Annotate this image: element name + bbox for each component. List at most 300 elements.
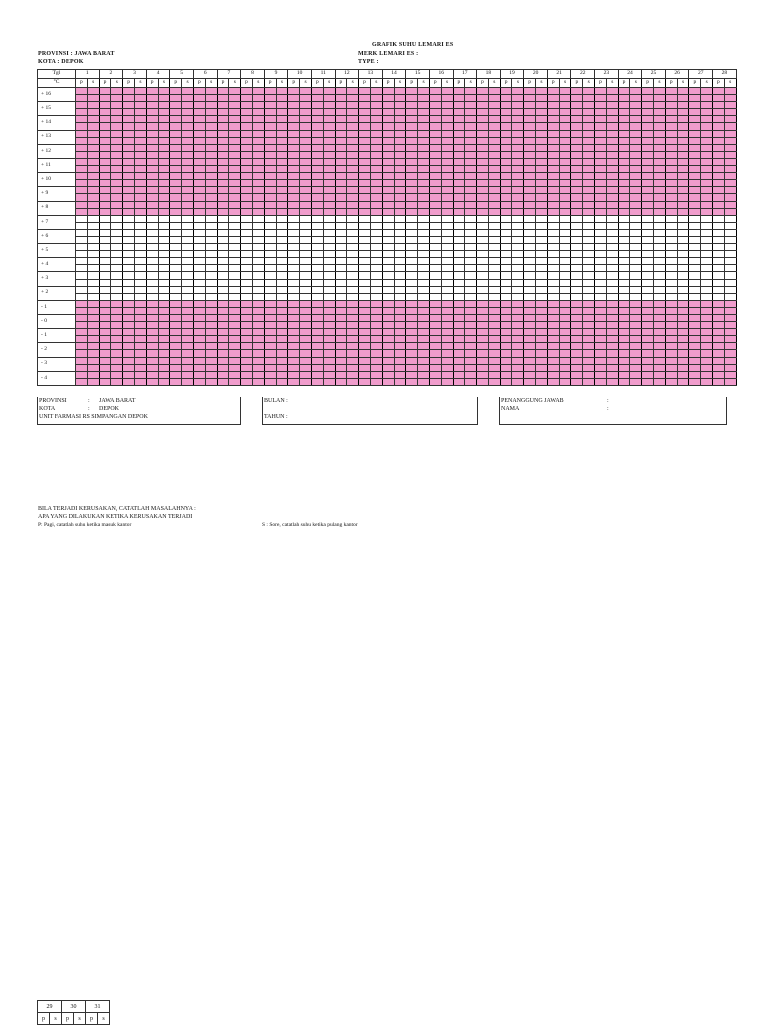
temperature-cell[interactable] — [134, 130, 146, 137]
temperature-cell[interactable] — [76, 158, 88, 165]
temperature-cell[interactable] — [724, 293, 736, 300]
temperature-cell[interactable] — [642, 236, 654, 243]
temperature-cell[interactable] — [630, 307, 642, 314]
temperature-cell[interactable] — [536, 336, 548, 343]
temperature-cell[interactable] — [252, 364, 264, 371]
temperature-cell[interactable] — [323, 336, 335, 343]
temperature-cell[interactable] — [571, 123, 583, 130]
temperature-cell[interactable] — [288, 102, 300, 109]
temperature-cell[interactable] — [595, 265, 607, 272]
temperature-cell[interactable] — [87, 307, 99, 314]
temperature-cell[interactable] — [123, 244, 135, 251]
temperature-cell[interactable] — [134, 158, 146, 165]
temperature-cell[interactable] — [642, 265, 654, 272]
temperature-cell[interactable] — [512, 158, 524, 165]
temperature-cell[interactable] — [429, 130, 441, 137]
temperature-cell[interactable] — [394, 102, 406, 109]
temperature-cell[interactable] — [689, 102, 701, 109]
temperature-cell[interactable] — [170, 322, 182, 329]
temperature-cell[interactable] — [241, 123, 253, 130]
temperature-cell[interactable] — [217, 244, 229, 251]
temperature-cell[interactable] — [453, 130, 465, 137]
temperature-cell[interactable] — [630, 343, 642, 350]
temperature-cell[interactable] — [418, 201, 430, 208]
temperature-cell[interactable] — [87, 137, 99, 144]
temperature-cell[interactable] — [583, 279, 595, 286]
temperature-cell[interactable] — [595, 102, 607, 109]
temperature-cell[interactable] — [689, 286, 701, 293]
temperature-cell[interactable] — [123, 222, 135, 229]
temperature-cell[interactable] — [606, 265, 618, 272]
temperature-cell[interactable] — [300, 293, 312, 300]
temperature-cell[interactable] — [370, 336, 382, 343]
temperature-cell[interactable] — [217, 364, 229, 371]
temperature-cell[interactable] — [134, 137, 146, 144]
temperature-cell[interactable] — [87, 102, 99, 109]
temperature-cell[interactable] — [618, 244, 630, 251]
temperature-cell[interactable] — [524, 215, 536, 222]
temperature-cell[interactable] — [500, 88, 512, 95]
temperature-cell[interactable] — [441, 130, 453, 137]
temperature-cell[interactable] — [300, 222, 312, 229]
temperature-cell[interactable] — [500, 293, 512, 300]
temperature-cell[interactable] — [99, 201, 111, 208]
temperature-cell[interactable] — [595, 144, 607, 151]
temperature-cell[interactable] — [111, 173, 123, 180]
temperature-cell[interactable] — [500, 180, 512, 187]
temperature-cell[interactable] — [252, 315, 264, 322]
temperature-cell[interactable] — [193, 130, 205, 137]
temperature-cell[interactable] — [382, 350, 394, 357]
temperature-cell[interactable] — [488, 251, 500, 258]
temperature-cell[interactable] — [418, 336, 430, 343]
temperature-cell[interactable] — [618, 158, 630, 165]
temperature-cell[interactable] — [359, 137, 371, 144]
temperature-cell[interactable] — [370, 286, 382, 293]
temperature-cell[interactable] — [323, 251, 335, 258]
temperature-cell[interactable] — [477, 229, 489, 236]
temperature-cell[interactable] — [429, 194, 441, 201]
temperature-cell[interactable] — [477, 378, 489, 385]
temperature-cell[interactable] — [394, 180, 406, 187]
temperature-cell[interactable] — [217, 272, 229, 279]
temperature-cell[interactable] — [477, 173, 489, 180]
temperature-cell[interactable] — [311, 222, 323, 229]
temperature-cell[interactable] — [76, 123, 88, 130]
temperature-cell[interactable] — [606, 180, 618, 187]
temperature-cell[interactable] — [264, 173, 276, 180]
temperature-cell[interactable] — [524, 173, 536, 180]
temperature-cell[interactable] — [547, 350, 559, 357]
temperature-cell[interactable] — [394, 350, 406, 357]
temperature-cell[interactable] — [264, 350, 276, 357]
temperature-cell[interactable] — [264, 315, 276, 322]
temperature-cell[interactable] — [146, 173, 158, 180]
temperature-cell[interactable] — [370, 343, 382, 350]
temperature-cell[interactable] — [323, 137, 335, 144]
temperature-cell[interactable] — [241, 158, 253, 165]
temperature-cell[interactable] — [300, 151, 312, 158]
temperature-cell[interactable] — [123, 265, 135, 272]
temperature-cell[interactable] — [300, 158, 312, 165]
temperature-cell[interactable] — [630, 279, 642, 286]
temperature-cell[interactable] — [618, 130, 630, 137]
temperature-cell[interactable] — [205, 350, 217, 357]
temperature-cell[interactable] — [217, 322, 229, 329]
temperature-cell[interactable] — [193, 201, 205, 208]
temperature-cell[interactable] — [536, 229, 548, 236]
temperature-cell[interactable] — [217, 343, 229, 350]
temperature-cell[interactable] — [359, 109, 371, 116]
temperature-cell[interactable] — [134, 173, 146, 180]
temperature-cell[interactable] — [264, 208, 276, 215]
temperature-cell[interactable] — [595, 194, 607, 201]
temperature-cell[interactable] — [87, 371, 99, 378]
temperature-cell[interactable] — [170, 109, 182, 116]
temperature-cell[interactable] — [359, 173, 371, 180]
temperature-cell[interactable] — [359, 307, 371, 314]
temperature-cell[interactable] — [111, 116, 123, 123]
temperature-cell[interactable] — [87, 151, 99, 158]
temperature-cell[interactable] — [300, 144, 312, 151]
temperature-cell[interactable] — [665, 109, 677, 116]
temperature-cell[interactable] — [111, 357, 123, 364]
temperature-cell[interactable] — [323, 208, 335, 215]
temperature-cell[interactable] — [724, 180, 736, 187]
temperature-cell[interactable] — [701, 350, 713, 357]
temperature-cell[interactable] — [642, 371, 654, 378]
temperature-cell[interactable] — [559, 307, 571, 314]
temperature-cell[interactable] — [547, 251, 559, 258]
temperature-cell[interactable] — [618, 300, 630, 307]
temperature-cell[interactable] — [677, 364, 689, 371]
temperature-cell[interactable] — [571, 322, 583, 329]
temperature-cell[interactable] — [323, 258, 335, 265]
temperature-cell[interactable] — [111, 229, 123, 236]
temperature-cell[interactable] — [264, 130, 276, 137]
temperature-cell[interactable] — [665, 166, 677, 173]
temperature-cell[interactable] — [323, 300, 335, 307]
temperature-cell[interactable] — [99, 364, 111, 371]
temperature-cell[interactable] — [512, 222, 524, 229]
temperature-cell[interactable] — [477, 272, 489, 279]
temperature-cell[interactable] — [300, 343, 312, 350]
temperature-cell[interactable] — [87, 201, 99, 208]
temperature-cell[interactable] — [713, 208, 725, 215]
temperature-cell[interactable] — [158, 236, 170, 243]
temperature-cell[interactable] — [713, 364, 725, 371]
temperature-cell[interactable] — [229, 336, 241, 343]
temperature-cell[interactable] — [630, 265, 642, 272]
temperature-cell[interactable] — [488, 343, 500, 350]
temperature-cell[interactable] — [170, 286, 182, 293]
temperature-cell[interactable] — [595, 357, 607, 364]
temperature-cell[interactable] — [677, 343, 689, 350]
temperature-cell[interactable] — [630, 187, 642, 194]
temperature-cell[interactable] — [583, 229, 595, 236]
temperature-cell[interactable] — [134, 357, 146, 364]
temperature-cell[interactable] — [193, 286, 205, 293]
temperature-cell[interactable] — [311, 251, 323, 258]
temperature-cell[interactable] — [630, 329, 642, 336]
temperature-cell[interactable] — [418, 158, 430, 165]
temperature-cell[interactable] — [677, 215, 689, 222]
temperature-cell[interactable] — [406, 350, 418, 357]
temperature-cell[interactable] — [382, 222, 394, 229]
temperature-cell[interactable] — [453, 194, 465, 201]
temperature-cell[interactable] — [453, 251, 465, 258]
temperature-cell[interactable] — [642, 151, 654, 158]
temperature-cell[interactable] — [217, 229, 229, 236]
temperature-cell[interactable] — [583, 166, 595, 173]
temperature-cell[interactable] — [524, 236, 536, 243]
temperature-cell[interactable] — [477, 293, 489, 300]
temperature-cell[interactable] — [193, 251, 205, 258]
temperature-cell[interactable] — [406, 102, 418, 109]
temperature-cell[interactable] — [571, 364, 583, 371]
temperature-cell[interactable] — [477, 279, 489, 286]
temperature-cell[interactable] — [465, 244, 477, 251]
temperature-cell[interactable] — [606, 166, 618, 173]
temperature-cell[interactable] — [465, 322, 477, 329]
temperature-cell[interactable] — [111, 336, 123, 343]
temperature-cell[interactable] — [76, 357, 88, 364]
temperature-cell[interactable] — [359, 88, 371, 95]
temperature-cell[interactable] — [111, 201, 123, 208]
temperature-cell[interactable] — [229, 208, 241, 215]
temperature-cell[interactable] — [630, 116, 642, 123]
temperature-cell[interactable] — [99, 180, 111, 187]
temperature-cell[interactable] — [606, 116, 618, 123]
temperature-cell[interactable] — [394, 307, 406, 314]
temperature-cell[interactable] — [689, 258, 701, 265]
temperature-cell[interactable] — [595, 286, 607, 293]
temperature-cell[interactable] — [606, 307, 618, 314]
temperature-cell[interactable] — [382, 158, 394, 165]
temperature-cell[interactable] — [547, 102, 559, 109]
temperature-cell[interactable] — [264, 293, 276, 300]
temperature-cell[interactable] — [630, 158, 642, 165]
temperature-cell[interactable] — [158, 180, 170, 187]
temperature-cell[interactable] — [182, 194, 194, 201]
temperature-cell[interactable] — [689, 236, 701, 243]
temperature-cell[interactable] — [571, 258, 583, 265]
temperature-cell[interactable] — [76, 315, 88, 322]
temperature-cell[interactable] — [547, 201, 559, 208]
temperature-cell[interactable] — [618, 208, 630, 215]
temperature-cell[interactable] — [406, 244, 418, 251]
temperature-cell[interactable] — [76, 201, 88, 208]
temperature-cell[interactable] — [512, 357, 524, 364]
temperature-cell[interactable] — [241, 222, 253, 229]
temperature-cell[interactable] — [311, 201, 323, 208]
temperature-cell[interactable] — [618, 258, 630, 265]
temperature-cell[interactable] — [134, 194, 146, 201]
temperature-cell[interactable] — [701, 109, 713, 116]
temperature-cell[interactable] — [713, 307, 725, 314]
temperature-cell[interactable] — [359, 357, 371, 364]
temperature-cell[interactable] — [618, 229, 630, 236]
temperature-cell[interactable] — [429, 123, 441, 130]
temperature-cell[interactable] — [618, 201, 630, 208]
temperature-cell[interactable] — [701, 144, 713, 151]
temperature-cell[interactable] — [205, 201, 217, 208]
temperature-cell[interactable] — [665, 378, 677, 385]
temperature-cell[interactable] — [465, 222, 477, 229]
temperature-cell[interactable] — [713, 378, 725, 385]
temperature-cell[interactable] — [441, 88, 453, 95]
temperature-cell[interactable] — [288, 300, 300, 307]
temperature-cell[interactable] — [630, 180, 642, 187]
temperature-cell[interactable] — [595, 222, 607, 229]
temperature-cell[interactable] — [394, 229, 406, 236]
temperature-cell[interactable] — [99, 251, 111, 258]
temperature-cell[interactable] — [654, 180, 666, 187]
temperature-cell[interactable] — [524, 378, 536, 385]
temperature-cell[interactable] — [252, 173, 264, 180]
temperature-cell[interactable] — [547, 265, 559, 272]
temperature-cell[interactable] — [288, 95, 300, 102]
temperature-cell[interactable] — [677, 229, 689, 236]
temperature-cell[interactable] — [429, 300, 441, 307]
temperature-cell[interactable] — [418, 343, 430, 350]
temperature-cell[interactable] — [701, 357, 713, 364]
temperature-cell[interactable] — [134, 258, 146, 265]
temperature-cell[interactable] — [701, 180, 713, 187]
temperature-cell[interactable] — [229, 315, 241, 322]
temperature-cell[interactable] — [618, 371, 630, 378]
temperature-cell[interactable] — [677, 95, 689, 102]
temperature-cell[interactable] — [477, 222, 489, 229]
temperature-cell[interactable] — [217, 102, 229, 109]
temperature-cell[interactable] — [642, 215, 654, 222]
temperature-cell[interactable] — [394, 279, 406, 286]
temperature-cell[interactable] — [146, 109, 158, 116]
temperature-cell[interactable] — [536, 329, 548, 336]
temperature-cell[interactable] — [654, 88, 666, 95]
temperature-cell[interactable] — [465, 350, 477, 357]
temperature-cell[interactable] — [311, 364, 323, 371]
temperature-cell[interactable] — [99, 215, 111, 222]
temperature-cell[interactable] — [182, 158, 194, 165]
temperature-cell[interactable] — [370, 215, 382, 222]
temperature-cell[interactable] — [665, 201, 677, 208]
temperature-cell[interactable] — [182, 315, 194, 322]
temperature-cell[interactable] — [158, 364, 170, 371]
temperature-cell[interactable] — [654, 251, 666, 258]
temperature-cell[interactable] — [441, 293, 453, 300]
temperature-cell[interactable] — [547, 357, 559, 364]
temperature-cell[interactable] — [134, 265, 146, 272]
temperature-cell[interactable] — [583, 322, 595, 329]
temperature-cell[interactable] — [252, 187, 264, 194]
temperature-cell[interactable] — [488, 307, 500, 314]
temperature-cell[interactable] — [583, 180, 595, 187]
temperature-cell[interactable] — [99, 265, 111, 272]
temperature-cell[interactable] — [359, 350, 371, 357]
temperature-cell[interactable] — [111, 364, 123, 371]
temperature-cell[interactable] — [241, 130, 253, 137]
temperature-cell[interactable] — [701, 123, 713, 130]
temperature-cell[interactable] — [595, 272, 607, 279]
temperature-cell[interactable] — [182, 336, 194, 343]
temperature-cell[interactable] — [111, 343, 123, 350]
temperature-cell[interactable] — [595, 151, 607, 158]
temperature-cell[interactable] — [689, 307, 701, 314]
temperature-cell[interactable] — [677, 201, 689, 208]
temperature-cell[interactable] — [536, 293, 548, 300]
temperature-cell[interactable] — [406, 329, 418, 336]
temperature-cell[interactable] — [123, 151, 135, 158]
temperature-cell[interactable] — [429, 315, 441, 322]
temperature-cell[interactable] — [618, 378, 630, 385]
temperature-cell[interactable] — [429, 251, 441, 258]
temperature-cell[interactable] — [87, 343, 99, 350]
temperature-cell[interactable] — [229, 293, 241, 300]
temperature-cell[interactable] — [87, 329, 99, 336]
temperature-cell[interactable] — [500, 187, 512, 194]
temperature-cell[interactable] — [512, 371, 524, 378]
temperature-cell[interactable] — [158, 371, 170, 378]
temperature-cell[interactable] — [76, 251, 88, 258]
temperature-cell[interactable] — [500, 201, 512, 208]
temperature-cell[interactable] — [264, 95, 276, 102]
temperature-cell[interactable] — [713, 258, 725, 265]
temperature-cell[interactable] — [111, 158, 123, 165]
temperature-cell[interactable] — [359, 244, 371, 251]
temperature-cell[interactable] — [453, 187, 465, 194]
temperature-cell[interactable] — [205, 173, 217, 180]
temperature-cell[interactable] — [701, 166, 713, 173]
temperature-cell[interactable] — [453, 144, 465, 151]
temperature-cell[interactable] — [193, 265, 205, 272]
temperature-cell[interactable] — [170, 329, 182, 336]
temperature-cell[interactable] — [689, 315, 701, 322]
temperature-cell[interactable] — [158, 258, 170, 265]
temperature-cell[interactable] — [606, 279, 618, 286]
temperature-cell[interactable] — [359, 300, 371, 307]
temperature-cell[interactable] — [547, 180, 559, 187]
temperature-cell[interactable] — [512, 130, 524, 137]
temperature-cell[interactable] — [477, 194, 489, 201]
temperature-cell[interactable] — [111, 315, 123, 322]
temperature-cell[interactable] — [359, 265, 371, 272]
temperature-cell[interactable] — [252, 88, 264, 95]
temperature-cell[interactable] — [701, 208, 713, 215]
temperature-cell[interactable] — [241, 307, 253, 314]
temperature-cell[interactable] — [429, 166, 441, 173]
temperature-cell[interactable] — [559, 279, 571, 286]
temperature-cell[interactable] — [123, 279, 135, 286]
temperature-cell[interactable] — [630, 315, 642, 322]
temperature-cell[interactable] — [571, 286, 583, 293]
temperature-cell[interactable] — [630, 137, 642, 144]
temperature-cell[interactable] — [217, 258, 229, 265]
temperature-cell[interactable] — [571, 293, 583, 300]
temperature-cell[interactable] — [123, 251, 135, 258]
temperature-cell[interactable] — [724, 343, 736, 350]
temperature-cell[interactable] — [193, 95, 205, 102]
temperature-cell[interactable] — [465, 236, 477, 243]
temperature-cell[interactable] — [87, 378, 99, 385]
temperature-cell[interactable] — [205, 279, 217, 286]
temperature-cell[interactable] — [323, 265, 335, 272]
temperature-cell[interactable] — [158, 137, 170, 144]
temperature-cell[interactable] — [370, 201, 382, 208]
temperature-cell[interactable] — [701, 286, 713, 293]
temperature-cell[interactable] — [524, 123, 536, 130]
temperature-cell[interactable] — [170, 236, 182, 243]
